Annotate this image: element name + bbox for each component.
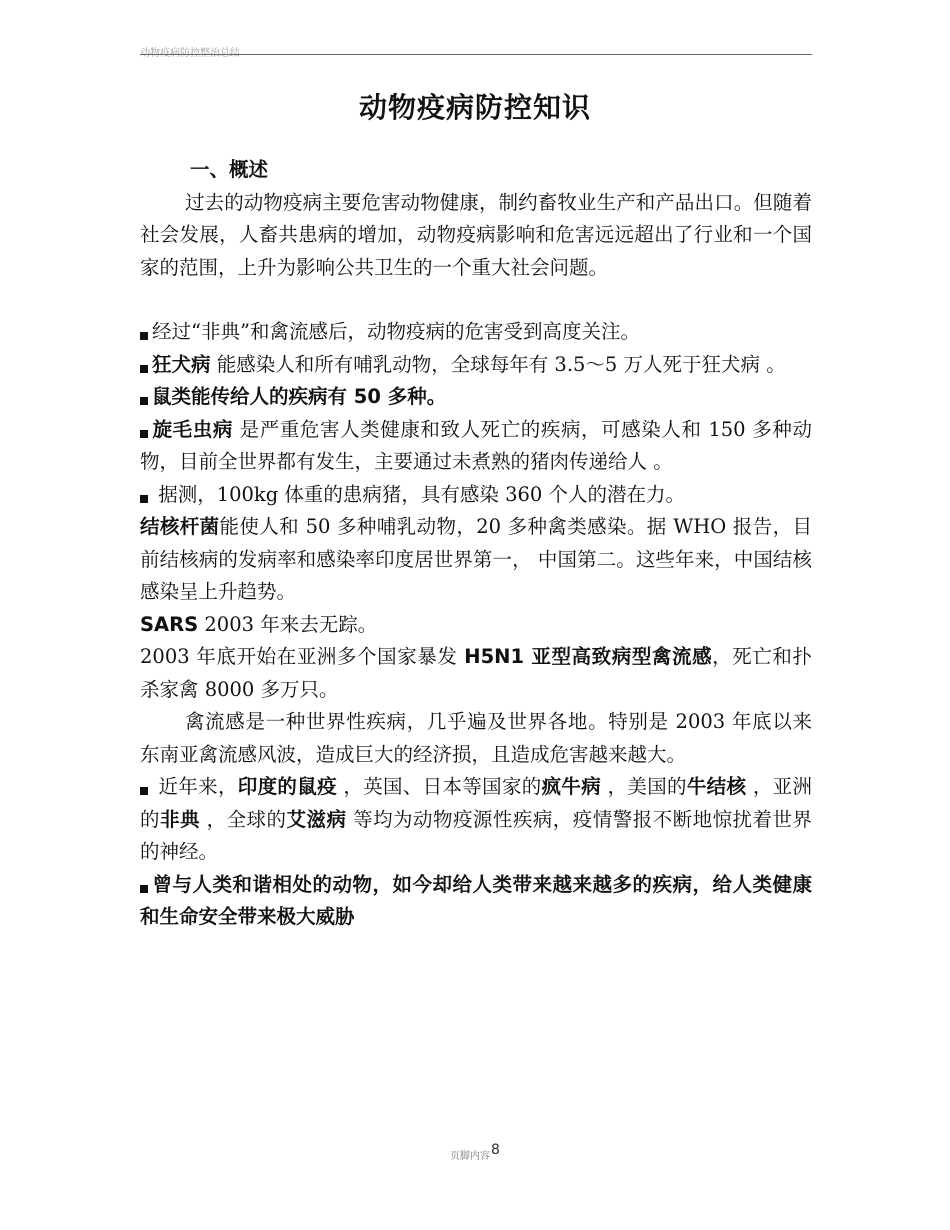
page-number: 8	[491, 1142, 500, 1158]
footer-text: 页脚内容	[450, 1151, 491, 1162]
square-bullet-icon	[140, 495, 148, 503]
paragraph-infected-pig: 据测，100kg 体重的患病猪，具有感染 360 个人的潜在力。	[140, 479, 812, 512]
paragraph-trichinosis: 旋毛虫病 是严重危害人类健康和致人死亡的疾病，可感染人和 150 多种动物，目前全世界都有发生，主要通过未煮熟的猪肉传递给人 。	[140, 417, 812, 473]
square-bullet-icon	[140, 365, 148, 373]
paragraph-sars-avian: 经过“非典”和禽流感后，动物疫病的危害受到高度关注。	[140, 316, 812, 349]
square-bullet-icon	[140, 332, 148, 340]
paragraph-rodents: 鼠类能传给人的疾病有 50 多种。	[140, 381, 812, 414]
square-bullet-icon	[140, 787, 148, 795]
document-body	[140, 154, 812, 934]
page-footer	[0, 1142, 950, 1162]
paragraph-recent-epidemics: 近年来，印度的鼠疫 ，英国、日本等国家的疯牛病 ，美国的牛结核 ，亚洲的非典 ，全球的艾滋病 等均为动物疫源性疾病，疫情警报不断地惊扰着世界的神经。	[140, 775, 812, 863]
paragraph-h5n1: 2003 年底开始在亚洲多个国家暴发 H5N1 亚型高致病型禽流感，死亡和扑杀家禽 8000 多万只。	[140, 645, 812, 701]
paragraph-rabies: 狂犬病 能感染人和所有哺乳动物，全球每年有 3.5～5 万人死于狂犬病 。	[140, 349, 812, 382]
paragraph-sars: SARS 2003 年来去无踪。	[140, 612, 378, 636]
square-bullet-icon	[140, 885, 148, 893]
square-bullet-icon	[140, 397, 148, 405]
paragraph-tuberculosis: 结核杆菌能使人和 50 多种哺乳动物，20 多种禽类感染。据 WHO 报告，目前结核病的发病率和感染率印度居世界第一， 中国第二。这些年来，中国结核感染呈上升趋势。	[140, 515, 812, 603]
header-rule	[140, 54, 812, 55]
page-header: 动物疫病防控整治总结	[140, 48, 240, 59]
blank-line	[140, 284, 812, 316]
paragraph-conclusion: 曾与人类和谐相处的动物，如今却给人类带来越来越多的疾病，给人类健康和生命安全带来极大威胁	[140, 872, 812, 928]
document-title: 动物疫病防控知识	[358, 91, 591, 124]
square-bullet-icon	[140, 430, 148, 438]
paragraph-overview: 过去的动物疫病主要危害动物健康，制约畜牧业生产和产品出口。但随着社会发展，人畜共患病的增加，动物疫病影响和危害远远超出了行业和一个国家的范围，上升为影响公共卫生的一个重大社会问题。	[140, 190, 812, 279]
section-heading: 一、概述	[190, 158, 269, 181]
paragraph-avian-flu: 禽流感是一种世界性疾病，几乎遍及世界各地。特别是 2003 年底以来东南亚禽流感风波，造成巨大的经济损，且造成危害越来越大。	[140, 710, 812, 766]
